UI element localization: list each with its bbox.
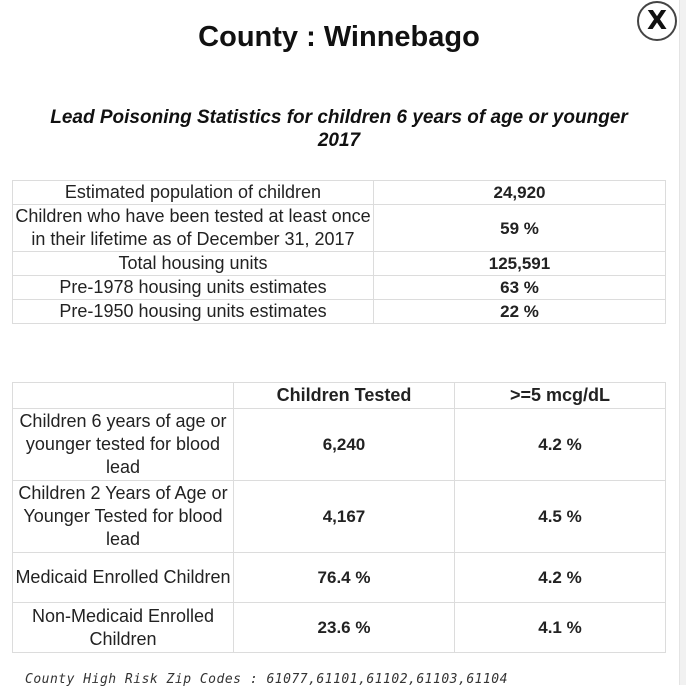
testing-table	[12, 382, 666, 653]
row-label: Children 2 Years of Age or Younger Tested for blood lead	[13, 481, 234, 553]
table-header-row	[13, 383, 666, 409]
row-value: 22 %	[374, 300, 666, 324]
row-value: 59 %	[374, 205, 666, 252]
tested-value: 76.4 %	[234, 553, 455, 603]
row-value: 63 %	[374, 276, 666, 300]
table-row	[13, 553, 666, 603]
elevated-value: 4.1 %	[455, 603, 666, 653]
row-label: Pre-1978 housing units estimates	[13, 276, 374, 300]
table-row	[13, 276, 666, 300]
stats-subtitle	[28, 106, 650, 152]
table-row	[13, 481, 666, 553]
header-children-tested: Children Tested	[234, 383, 455, 409]
row-label: Pre-1950 housing units estimates	[13, 300, 374, 324]
scrollbar[interactable]	[679, 0, 686, 685]
table-row	[13, 252, 666, 276]
row-label: Children 6 years of age or younger tested for blood lead	[13, 409, 234, 481]
tested-value: 23.6 %	[234, 603, 455, 653]
summary-table	[12, 180, 666, 324]
tested-value: 4,167	[234, 481, 455, 553]
table-row	[13, 300, 666, 324]
table-row	[13, 205, 666, 252]
subtitle-line-2: 2017	[317, 130, 361, 151]
header-empty	[13, 383, 234, 409]
row-label: Estimated population of children	[13, 181, 374, 205]
row-value: 125,591	[374, 252, 666, 276]
close-icon: X	[646, 6, 668, 36]
elevated-value: 4.2 %	[455, 553, 666, 603]
table-row	[13, 181, 666, 205]
row-label: Medicaid Enrolled Children	[13, 553, 234, 603]
tested-value: 6,240	[234, 409, 455, 481]
table-row	[13, 409, 666, 481]
row-label: Total housing units	[13, 252, 374, 276]
row-label: Children who have been tested at least once in their lifetime as of December 31, 2017	[13, 205, 374, 252]
table-row	[13, 603, 666, 653]
subtitle-line-1: Lead Poisoning Statistics for children 6 years of age or younger	[50, 107, 628, 128]
elevated-value: 4.2 %	[455, 409, 666, 481]
row-label: Non-Medicaid Enrolled Children	[13, 603, 234, 653]
page-title: County : Winnebago	[198, 21, 480, 53]
elevated-value: 4.5 %	[455, 481, 666, 553]
row-value: 24,920	[374, 181, 666, 205]
high-risk-zip-codes: County High Risk Zip Codes : 61077,61101,61102,61103,61104	[25, 672, 508, 687]
header-elevated: >=5 mcg/dL	[455, 383, 666, 409]
